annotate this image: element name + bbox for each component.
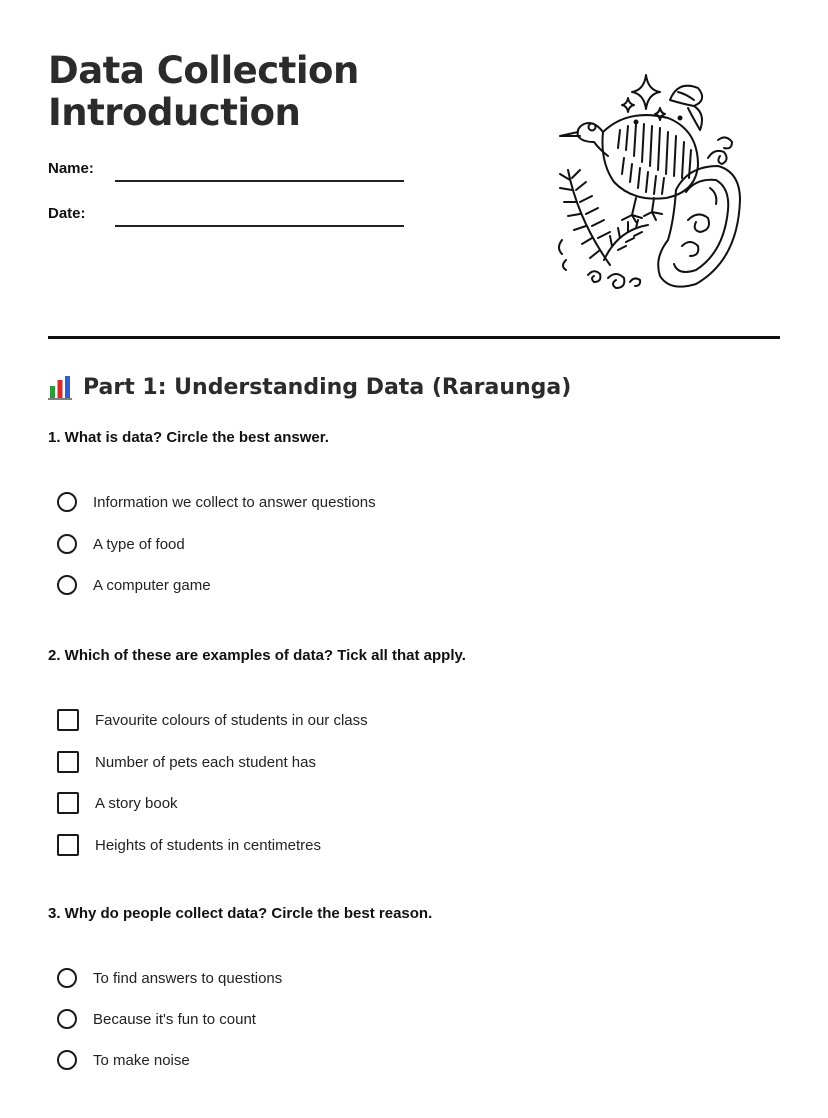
name-label: Name: [48,160,94,177]
question-3: 3. Why do people collect data? Circle the best reason. [48,905,433,922]
option-label: To make noise [93,1051,190,1069]
checkbox[interactable] [57,792,79,814]
worksheet-title [48,50,359,134]
name-field[interactable] [115,180,404,182]
date-label: Date: [48,205,86,222]
radio-circle[interactable] [57,534,77,554]
bar-chart-icon [48,374,72,400]
q1-option-2[interactable] [57,534,185,554]
option-label: A computer game [93,576,211,594]
option-label: Heights of students in centimetres [95,836,321,854]
part1-heading [48,374,571,400]
radio-circle[interactable] [57,575,77,595]
checkbox[interactable] [57,834,79,856]
radio-circle[interactable] [57,492,77,512]
q2-option-4[interactable] [57,834,321,856]
q1-option-3[interactable] [57,575,211,595]
radio-circle[interactable] [57,1009,77,1029]
title-line-1: Data Collection [48,49,359,92]
title-line-2: Introduction [48,91,301,134]
q3-option-2[interactable] [57,1009,256,1029]
option-label: A story book [95,794,178,812]
option-label: To find answers to questions [93,969,283,987]
question-2: 2. Which of these are examples of data? Tick all that apply. [48,647,466,664]
option-label: Favourite colours of students in our class [95,711,368,729]
kiwi-bird-illustration-icon [548,70,748,295]
q2-option-1[interactable] [57,709,368,731]
option-label: A type of food [93,535,185,553]
radio-circle[interactable] [57,1050,77,1070]
q2-option-2[interactable] [57,751,316,773]
question-1: 1. What is data? Circle the best answer. [48,429,329,446]
checkbox[interactable] [57,751,79,773]
option-label: Because it's fun to count [93,1010,256,1028]
q3-option-3[interactable] [57,1050,190,1070]
part1-heading-text: Part 1: Understanding Data (Raraunga) [83,374,572,400]
date-field[interactable] [115,225,404,227]
radio-circle[interactable] [57,968,77,988]
checkbox[interactable] [57,709,79,731]
q1-option-1[interactable] [57,492,376,512]
q2-option-3[interactable] [57,792,178,814]
q3-option-1[interactable] [57,968,282,988]
section-divider [48,336,780,339]
option-label: Number of pets each student has [95,753,316,771]
option-label: Information we collect to answer questions [93,493,376,511]
